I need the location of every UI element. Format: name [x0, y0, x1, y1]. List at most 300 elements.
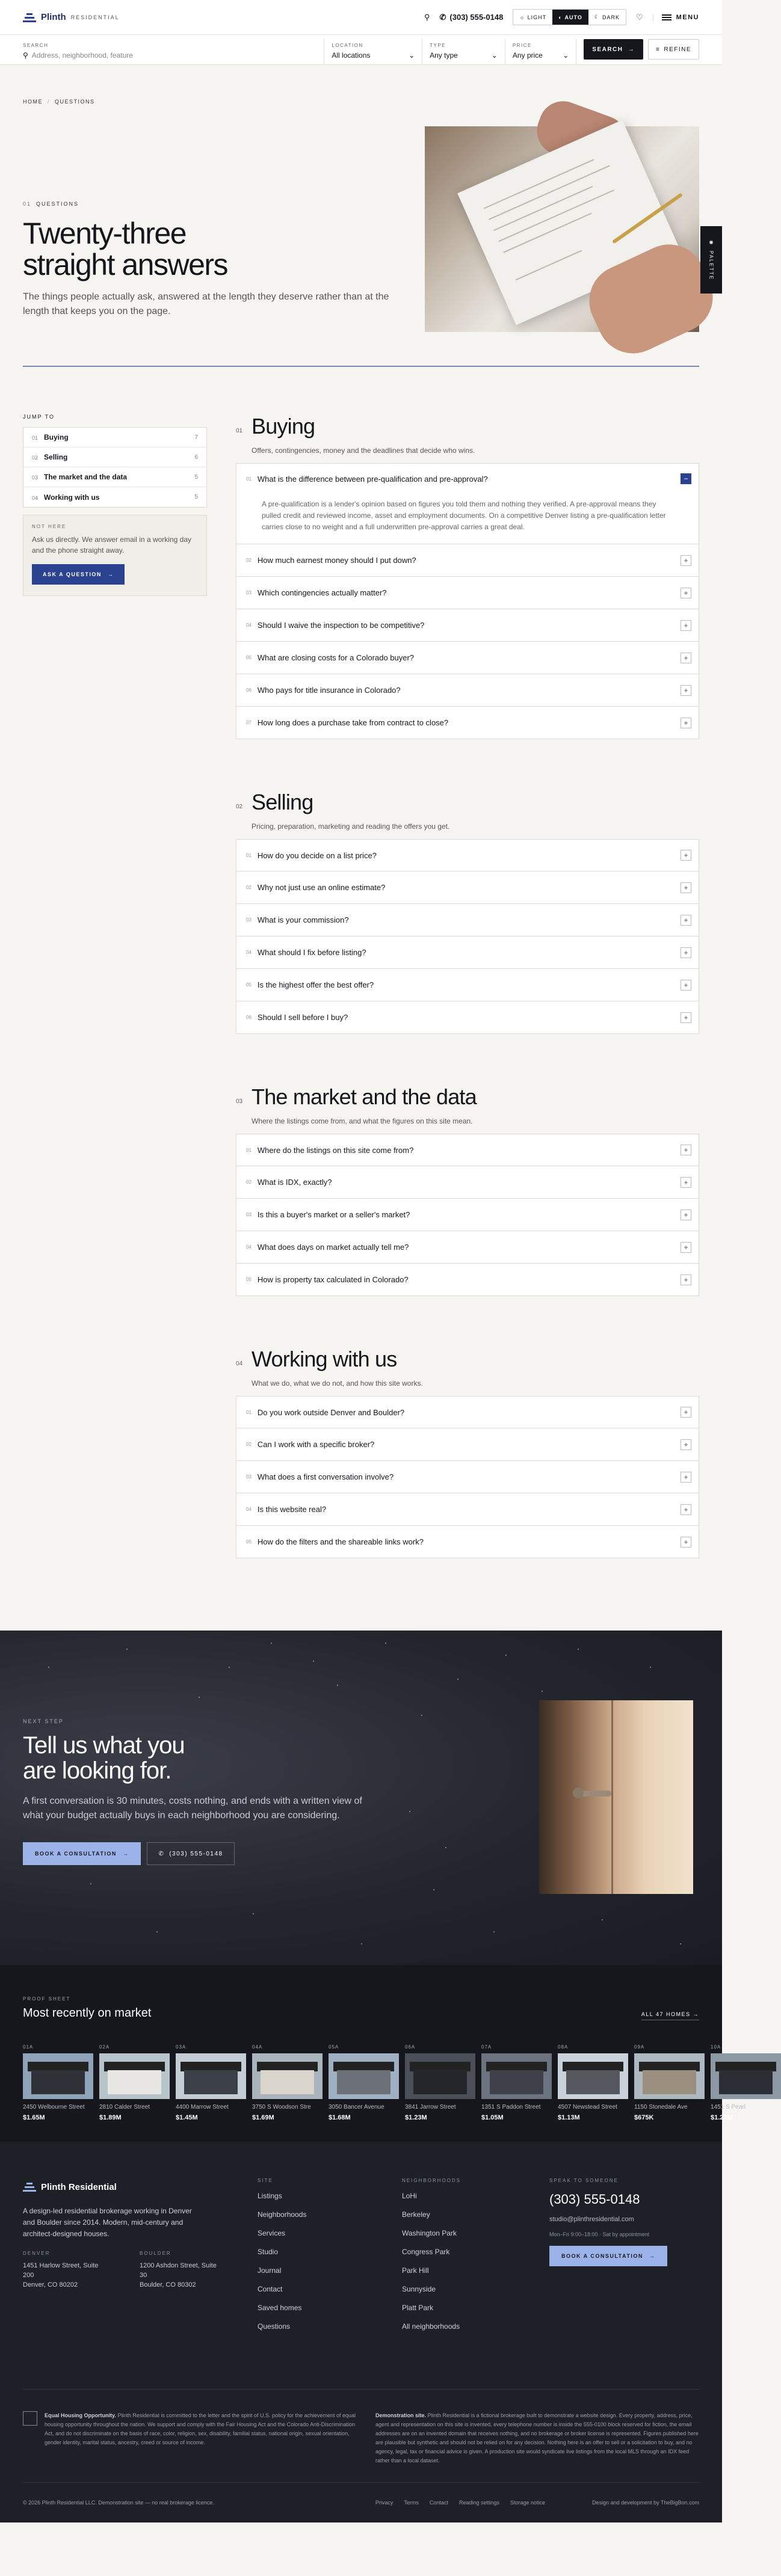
listing-address: 4507 Newstead Street [558, 2104, 617, 2110]
faq-item[interactable]: 02 Why not just use an online estimate? + [236, 871, 699, 904]
refine-label: REFINE [664, 46, 692, 53]
faq-question: How is property tax calculated in Colorado? [257, 1275, 409, 1284]
jump-count: 7 [194, 434, 198, 441]
faq-sidebar [23, 414, 207, 1558]
faq-item[interactable]: 02 What is IDX, exactly? + [236, 1166, 699, 1199]
denver-address: 1451 Harlow Street, Suite 200 Denver, CO 80202 [23, 2262, 99, 2289]
theme-dark-label: DARK [602, 14, 620, 20]
listing-id: 02A [99, 2044, 110, 2050]
section-title: Selling [252, 790, 313, 814]
plus-icon: + [681, 1274, 691, 1285]
search-button[interactable] [584, 39, 643, 60]
jump-label: JUMP TO [23, 414, 55, 420]
listing-photo [481, 2053, 552, 2099]
sun-icon: ☼ [519, 14, 525, 20]
menu-button[interactable] [653, 14, 699, 21]
faq-item[interactable]: 03 What is your commission? + [236, 904, 699, 936]
arrow-right-icon: → [122, 1851, 129, 1857]
listing-price: $1.05M [481, 2114, 504, 2121]
section-title: Buying [252, 414, 315, 438]
search-bar [0, 35, 722, 65]
footer-email[interactable]: studio@plinthresidential.com [549, 2216, 634, 2223]
faq-item[interactable]: 03 What does a first conversation involve? + [236, 1461, 699, 1493]
footer-desc: A design-led residential brokerage working in Denver and Boulder since 2014. Modern, mid-century and architect-designed houses. [23, 2207, 192, 2238]
listing-id: 09A [634, 2044, 645, 2050]
neighborhood-link[interactable]: Washington Park [402, 2229, 457, 2237]
boulder-address: 1200 Ashdon Street, Suite 30 Boulder, CO 80302 [140, 2262, 217, 2289]
section-working [236, 1347, 699, 1558]
cta-title-line-2: are looking for. [23, 1757, 171, 1784]
faq-item[interactable]: 02 Can I work with a specific broker? + [236, 1428, 699, 1461]
arrow-right-icon: → [628, 46, 635, 53]
listing-card[interactable] [23, 2044, 93, 2121]
listing-photo [711, 2053, 781, 2099]
site-link[interactable]: Listings [258, 2192, 282, 2200]
plus-icon: + [681, 850, 691, 861]
recent-title: Most recently on market [23, 2006, 152, 2020]
footer-bottom [23, 2482, 699, 2522]
jump-num: 01 [32, 435, 39, 441]
faq-main [236, 414, 699, 1558]
page-title [23, 218, 396, 280]
listing-id: 06A [405, 2044, 416, 2050]
listing-price: $1.27M [711, 2114, 733, 2121]
hamburger-icon [662, 14, 671, 20]
bottom-link[interactable]: Privacy [375, 2500, 394, 2506]
arrow-right-icon: → [107, 571, 114, 577]
listing-id: 04A [252, 2044, 263, 2050]
jump-count: 6 [194, 453, 198, 461]
section-num: 04 [236, 1360, 243, 1367]
site-link[interactable]: Contact [258, 2285, 283, 2293]
faq-item[interactable]: 06 Should I sell before I buy? + [236, 1001, 699, 1034]
section-num: 02 [236, 804, 243, 810]
section-sub: Offers, contingencies, money and the deadlines that decide who wins. [252, 446, 475, 455]
section-sub: What we do, what we do not, and how this site works. [252, 1379, 423, 1388]
faq-item[interactable]: 04 Should I waive the inspection to be competitive? + [236, 609, 699, 642]
jump-count: 5 [194, 473, 198, 481]
all-homes-link[interactable] [641, 2011, 699, 2020]
listing-card[interactable] [252, 2044, 323, 2121]
logo-icon [23, 12, 36, 23]
faq-item[interactable]: 05 Is the highest offer the best offer? + [236, 969, 699, 1001]
listing-price: $1.65M [23, 2114, 45, 2121]
jump-item-buying[interactable] [23, 428, 206, 447]
faq-question: What does a first conversation involve? [257, 1472, 394, 1481]
site-footer [0, 2142, 722, 2522]
faq-item[interactable]: 04 What should I fix before listing? + [236, 936, 699, 969]
breadcrumb-current: QUESTIONS [55, 99, 95, 105]
plus-icon: + [681, 1407, 691, 1418]
neighborhoods-label: NEIGHBORHOODS [402, 2178, 461, 2183]
hero [0, 105, 722, 334]
breadcrumb [0, 65, 722, 105]
faq-item[interactable]: 06 Who pays for title insurance in Colorado? + [236, 674, 699, 707]
faq-item[interactable]: 03 Which contingencies actually matter? + [236, 577, 699, 609]
plus-icon: + [681, 947, 691, 958]
bottom-link[interactable]: Terms [404, 2500, 419, 2506]
listing-price: $1.23M [405, 2114, 427, 2121]
cta-phone-label: (303) 555-0148 [169, 1850, 223, 1857]
arrow-right-icon: → [693, 2011, 699, 2017]
header-phone-link[interactable] [436, 13, 507, 22]
neighborhood-link[interactable]: Park Hill [402, 2266, 429, 2275]
plus-icon: + [681, 588, 691, 598]
brand-sub: RESIDENTIAL [70, 14, 120, 20]
faq-area [0, 367, 722, 1558]
site-link[interactable]: Services [258, 2229, 286, 2237]
listing-address: 3841 Jarrow Street [405, 2104, 456, 2110]
faq-list [236, 1134, 699, 1296]
faq-question: Should I sell before I buy? [257, 1013, 348, 1022]
faq-list [236, 1396, 699, 1558]
bottom-link[interactable]: Contact [429, 2500, 448, 2506]
eho-text: Plinth Residential is committed to the letter and the spirit of U.S. policy for the achievement of equal housing opportunity throughout the nation. We support and comply with the Fair Housing Act and the Colorado Anti-Discrimination Act, and do not discriminate on the basis of race, color, religion, sex, disability, familial status, national origin, sexual orientation, gender identity, marital status, ancestry, creed or source of income. [45, 2412, 356, 2445]
jump-num: 02 [32, 455, 39, 461]
moon-icon: ☾ [594, 14, 600, 20]
cta-title [23, 1733, 384, 1783]
listing-id: 07A [481, 2044, 492, 2050]
neighborhood-link[interactable]: All neighborhoods [402, 2322, 460, 2331]
faq-question: What should I fix before listing? [257, 948, 366, 957]
recent-eyebrow: PROOF SHEET [23, 1996, 71, 2002]
demo-text: Plinth Residential is a fictional brokerage built to demonstrate a website design. Every property, address, price, agent and representation on this site is invented, every telephone number is inside the 555-0100 block reserved for fiction, the email addresses are on an invented domain that receives nothing, and no brokerage or broker license is represented. Figures published here are plausible but synthetic and should not be relied on for any decision. Nothing here is an offer to sell or a solicitation to buy, and no agency, legal, tax or financial advice is given. A production site would syndicate live listings from the local MLS through an IDX feed rather than a local dataset. [375, 2412, 699, 2464]
listing-address: 1351 S Paddon Street [481, 2104, 541, 2110]
faq-question: What is your commission? [257, 915, 349, 924]
brand-name: Plinth [41, 12, 66, 22]
plus-icon: + [681, 1439, 691, 1450]
speak-label: SPEAK TO SOMEONE [549, 2178, 619, 2183]
plus-icon: + [681, 1242, 691, 1253]
plus-icon: + [681, 1537, 691, 1548]
auto-icon: ◐ [558, 14, 563, 20]
faq-question: How do you decide on a list price? [257, 850, 377, 860]
search-icon[interactable]: ⚲ [424, 12, 430, 22]
neighborhood-link[interactable]: Sunnyside [402, 2285, 436, 2293]
faq-item-open[interactable]: 01 What is the difference between pre-qualification and pre-approval? − A pre-qualification is a lender's opinion based on figures you told them and nothing they verified. A pre-approval means they pulled credit and reviewed income, asset and employment documents. On a competitive Denver listing a pre-qualification letter carries close to no weight and a full underwritten pre-approval carries a great deal. [236, 463, 699, 544]
faq-question: Do you work outside Denver and Boulder? [257, 1407, 405, 1417]
faq-item[interactable]: 01 Where do the listings on this site come from? + [236, 1134, 699, 1166]
jump-item-market[interactable] [23, 467, 206, 487]
faq-question: How do the filters and the shareable links work? [257, 1537, 424, 1546]
neighborhood-link[interactable]: Congress Park [402, 2248, 450, 2256]
header-phone: (303) 555-0148 [449, 13, 504, 22]
listing-price: $1.69M [252, 2114, 274, 2121]
listing-price: $675K [634, 2114, 654, 2121]
palette-tab[interactable] [700, 226, 722, 294]
plus-icon: + [681, 1472, 691, 1483]
faq-question: What is the difference between pre-qualification and pre-approval? [257, 474, 488, 484]
site-link[interactable]: Neighborhoods [258, 2210, 307, 2219]
listing-address: 2450 Welbourne Street [23, 2104, 85, 2110]
footer-bottom-links [375, 2500, 556, 2506]
faq-answer: A pre-qualification is a lender's opinion based on figures you told them and nothing they verified. A pre-approval means they pulled credit and reviewed income, asset and employment documents. On a competitive Denver listing a pre-qualification letter carries close to no weight and a full underwritten pre-approval carries a great deal. [262, 500, 666, 531]
footer-phone[interactable]: (303) 555-0148 [549, 2192, 640, 2207]
faq-question: Is this a buyer's market or a seller's market? [257, 1210, 410, 1219]
phone-icon: ✆ [158, 1850, 165, 1857]
legal-notices [23, 2389, 699, 2465]
menu-label: MENU [676, 13, 699, 21]
listing-address: 3050 Bancer Avenue [329, 2104, 384, 2110]
boulder-label: BOULDER [140, 2251, 171, 2256]
faq-question: Is the highest offer the best offer? [257, 980, 374, 989]
listing-card[interactable] [176, 2044, 246, 2121]
site-link[interactable]: Questions [258, 2322, 291, 2331]
faq-question: What is IDX, exactly? [257, 1178, 332, 1187]
chevron-down-icon: ⌄ [409, 51, 415, 60]
type-value: Any type [430, 51, 458, 60]
brand-logo[interactable] [23, 12, 120, 23]
plus-icon: + [681, 653, 691, 663]
neighborhood-link[interactable]: Platt Park [402, 2304, 434, 2312]
listing-price: $1.45M [176, 2114, 198, 2121]
listing-cards [0, 2020, 745, 2121]
faq-question: Is this website real? [257, 1505, 327, 1514]
faq-question: Where do the listings on this site come from? [257, 1145, 414, 1155]
listing-price: $1.13M [558, 2114, 580, 2121]
section-buying [236, 414, 699, 739]
cta-eyebrow: NEXT STEP [23, 1718, 64, 1724]
all-homes-label: ALL 47 HOMES [641, 2011, 691, 2017]
listing-card[interactable] [558, 2044, 628, 2121]
footer-brand: Plinth Residential [41, 2181, 117, 2192]
section-num: 03 [236, 1098, 243, 1105]
jump-label-text: The market and the data [44, 473, 128, 481]
not-here-box [23, 515, 207, 596]
listing-photo [558, 2053, 628, 2099]
listing-photo [23, 2053, 93, 2099]
faq-item[interactable]: 05 How do the filters and the shareable links work? + [236, 1526, 699, 1558]
refine-button[interactable] [648, 39, 699, 60]
credit[interactable]: Design and development by TheBigBon.com [592, 2500, 699, 2506]
search-field[interactable] [23, 39, 324, 64]
faq-item[interactable]: 07 How long does a purchase take from contract to close? + [236, 707, 699, 739]
cta-image [539, 1700, 693, 1894]
listing-photo [405, 2053, 475, 2099]
site-header [0, 0, 722, 35]
faq-item[interactable]: 04 Is this website real? + [236, 1493, 699, 1526]
section-title: The market and the data [252, 1084, 477, 1109]
faq-question: Which contingencies actually matter? [257, 588, 387, 597]
denver-label: DENVER [23, 2251, 51, 2256]
search-button-label: SEARCH [592, 46, 623, 53]
jump-list [23, 427, 207, 508]
listing-card[interactable] [405, 2044, 475, 2121]
listing-card[interactable] [99, 2044, 170, 2121]
section-market [236, 1084, 699, 1296]
theme-light-button[interactable] [513, 10, 552, 25]
price-select[interactable] [513, 39, 576, 64]
phone-icon: ✆ [439, 12, 446, 22]
footer-book-label: BOOK A CONSULTATION [561, 2253, 643, 2259]
theme-light-label: LIGHT [527, 14, 547, 20]
price-value: Any price [512, 51, 543, 60]
plus-icon: + [681, 718, 691, 728]
jump-count: 5 [194, 494, 198, 500]
listing-photo [252, 2053, 323, 2099]
ask-question-button[interactable] [32, 564, 125, 585]
plus-icon: + [681, 915, 691, 926]
site-link[interactable]: Studio [258, 2248, 279, 2256]
arrow-right-icon: → [649, 2253, 656, 2259]
bottom-link[interactable]: Storage notice [510, 2500, 546, 2506]
faq-question: What are closing costs for a Colorado buyer? [257, 653, 415, 662]
not-here-text: Ask us directly. We answer email in a working day and the phone straight away. [32, 535, 191, 555]
faq-list [236, 839, 699, 1034]
faq-question: What does days on market actually tell me? [257, 1243, 409, 1252]
listing-card[interactable] [481, 2044, 552, 2121]
logo-icon [23, 2181, 36, 2192]
faq-item[interactable]: 05 How is property tax calculated in Colorado? + [236, 1264, 699, 1296]
title-line-2: straight answers [23, 248, 228, 281]
section-sub: Pricing, preparation, marketing and reading the offers you get. [252, 822, 450, 831]
plus-icon: + [681, 1177, 691, 1188]
listing-id: 03A [176, 2044, 187, 2050]
type-label: TYPE [430, 43, 446, 48]
jump-item-working[interactable] [23, 487, 206, 507]
listing-address: 1451 S Pearl [711, 2104, 745, 2110]
hero-lead: The things people actually ask, answered at the length they deserve rather than at the length that keeps you on the page. [23, 292, 389, 316]
not-here-label: NOT HERE [32, 524, 67, 529]
breadcrumb-separator: / [48, 99, 51, 105]
faq-item[interactable]: 05 What are closing costs for a Colorado buyer? + [236, 642, 699, 674]
location-label: LOCATION [332, 43, 363, 48]
neighborhood-link[interactable]: LoHi [402, 2192, 417, 2200]
breadcrumb-home[interactable]: HOME [23, 99, 43, 105]
site-links [258, 2192, 402, 2341]
type-select[interactable] [430, 39, 505, 64]
plus-icon: + [681, 1504, 691, 1515]
location-select[interactable] [332, 39, 422, 64]
palette-label: PALETTE [708, 251, 714, 280]
listing-card[interactable] [711, 2044, 781, 2121]
section-selling [236, 790, 699, 1034]
faq-question: Should I waive the inspection to be competitive? [257, 621, 425, 630]
location-value: All locations [332, 51, 371, 60]
ask-question-label: ASK A QUESTION [43, 571, 102, 577]
sliders-icon: ≡ [656, 46, 661, 53]
search-label: SEARCH [23, 43, 49, 48]
title-line-1: Twenty-three [23, 217, 187, 250]
palette-icon: ◉ [708, 239, 714, 246]
listing-card[interactable] [634, 2044, 705, 2121]
section-sub: Where the listings come from, and what the figures on this site mean. [252, 1117, 473, 1125]
listing-id: 05A [329, 2044, 339, 2050]
theme-auto-label: AUTO [564, 14, 582, 20]
faq-item[interactable]: 03 Is this a buyer's market or a seller's market? + [236, 1199, 699, 1231]
theme-switcher [513, 9, 626, 25]
plus-icon: + [681, 620, 691, 631]
faq-question: Can I work with a specific broker? [257, 1440, 375, 1449]
plus-icon: + [681, 1012, 691, 1023]
listing-card[interactable] [329, 2044, 399, 2121]
theme-auto-button[interactable] [552, 10, 588, 25]
faq-question: Who pays for title insurance in Colorado? [257, 686, 401, 695]
listing-id: 08A [558, 2044, 569, 2050]
listing-price: $1.68M [329, 2114, 351, 2121]
jump-label-text: Working with us [44, 493, 100, 502]
search-icon: ⚲ [23, 51, 28, 60]
cta-title-line-1: Tell us what you [23, 1732, 185, 1759]
listing-photo [634, 2053, 705, 2099]
faq-item[interactable]: 04 What does days on market actually tell me? + [236, 1231, 699, 1264]
cta-text: A first conversation is 30 minutes, costs nothing, and ends with a written view of what your budget actually buys in each neighborhood you are considering. [23, 1796, 362, 1821]
plus-icon: + [681, 555, 691, 566]
book-consultation-label: BOOK A CONSULTATION [35, 1851, 117, 1857]
site-link[interactable]: Saved homes [258, 2304, 302, 2312]
listing-photo [176, 2053, 246, 2099]
faq-question: How much earnest money should I put down? [257, 556, 416, 565]
listing-id: 01A [23, 2044, 34, 2050]
listing-address: 1150 Stonedale Ave [634, 2104, 688, 2110]
faq-item[interactable]: 01 Do you work outside Denver and Boulder? + [236, 1396, 699, 1428]
heart-icon[interactable]: ♡ [635, 12, 643, 22]
section-num: 01 [236, 428, 243, 434]
faq-question: Why not just use an online estimate? [257, 883, 386, 892]
hero-image [425, 126, 699, 332]
faq-list [236, 544, 699, 739]
price-label: PRICE [512, 43, 532, 48]
faq-item[interactable]: 02 How much earnest money should I put down? + [236, 544, 699, 577]
search-input[interactable]: Address, neighborhood, feature [31, 51, 133, 60]
neighborhood-link[interactable]: Berkeley [402, 2210, 430, 2219]
plus-icon: + [681, 882, 691, 893]
neighborhood-links [402, 2192, 549, 2341]
site-links-label: SITE [258, 2178, 273, 2183]
cta-phone-button[interactable] [147, 1842, 234, 1865]
copyright: © 2026 Plinth Residential LLC. Demonstration site — no real brokerage licence. [23, 2500, 214, 2506]
jump-item-selling[interactable] [23, 447, 206, 467]
equal-housing-icon [23, 2411, 37, 2426]
listing-photo [99, 2053, 170, 2099]
cta-section [0, 1631, 722, 1965]
eho-title: Equal Housing Opportunity. [45, 2412, 116, 2418]
hero-eyebrow-text: QUESTIONS [36, 201, 79, 207]
hero-num: 01 [23, 201, 32, 207]
plus-icon: + [681, 980, 691, 991]
footer-hours: Mon–Fri 9:00–18:00 · Sat by appointment [549, 2231, 650, 2237]
theme-dark-button[interactable] [588, 10, 626, 25]
faq-question: How long does a purchase take from contract to close? [257, 718, 449, 727]
listing-photo [329, 2053, 399, 2099]
section-title: Working with us [252, 1347, 397, 1371]
jump-num: 03 [32, 475, 39, 481]
faq-item[interactable]: 01 How do you decide on a list price? + [236, 839, 699, 871]
jump-num: 04 [32, 494, 39, 501]
hero-eyebrow [23, 201, 396, 207]
bottom-link[interactable]: Reading settings [458, 2500, 499, 2506]
book-consultation-button[interactable] [23, 1842, 141, 1865]
footer-book-button[interactable] [549, 2246, 667, 2266]
recent-listings [0, 1965, 745, 2142]
site-link[interactable]: Journal [258, 2266, 282, 2275]
footer-logo[interactable] [23, 2181, 258, 2192]
jump-label-text: Selling [44, 453, 68, 461]
demo-title: Demonstration site. [375, 2412, 427, 2418]
listing-address: 3750 S Woodson Stre [252, 2104, 311, 2110]
chevron-down-icon: ⌄ [491, 51, 498, 60]
plus-icon: + [681, 1145, 691, 1155]
listing-price: $1.89M [99, 2114, 122, 2121]
jump-label-text: Buying [44, 433, 69, 441]
listing-address: 4400 Marrow Street [176, 2104, 229, 2110]
chevron-down-icon: ⌄ [563, 51, 569, 60]
plus-icon: + [681, 1210, 691, 1220]
plus-icon: + [681, 685, 691, 696]
minus-icon[interactable]: − [681, 473, 691, 484]
listing-address: 2810 Calder Street [99, 2104, 150, 2110]
listing-id: 10A [711, 2044, 721, 2050]
